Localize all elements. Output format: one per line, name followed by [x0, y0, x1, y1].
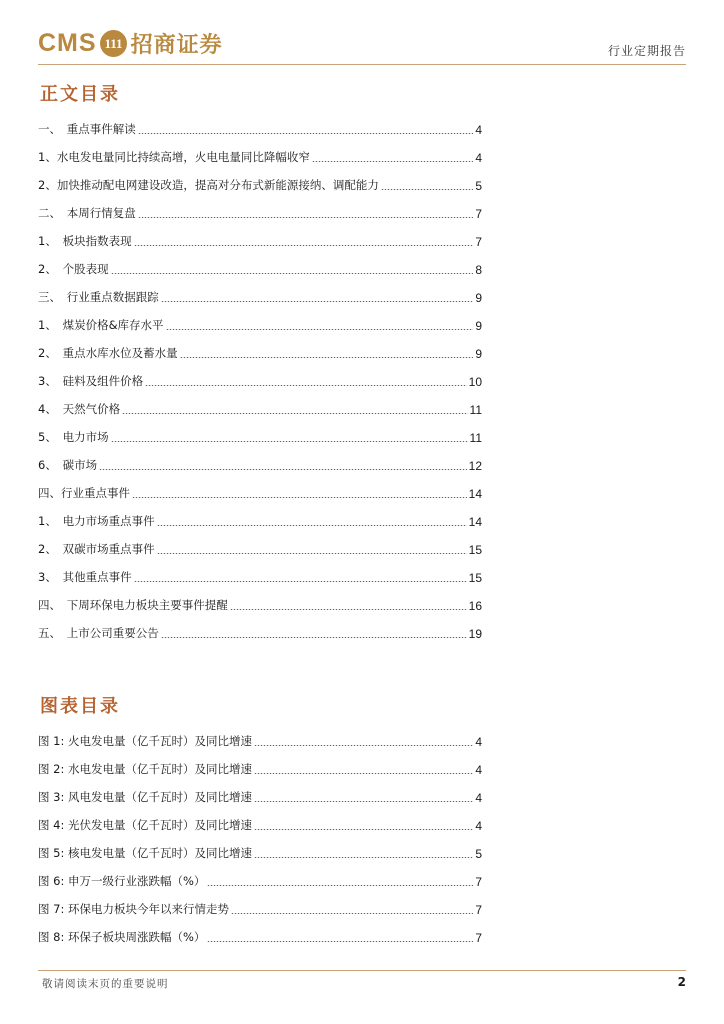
toc-entry[interactable]	[38, 373, 482, 389]
dot-leader	[138, 133, 474, 134]
toc-title: 正文目录	[40, 84, 120, 105]
toc-entry-page-number: 11	[469, 431, 482, 445]
figure-entry[interactable]	[38, 845, 482, 861]
toc-entry-page-number: 7	[475, 207, 482, 221]
figure-entry-page-number: 4	[475, 735, 482, 749]
toc-entry-label: 3、 其他重点事件	[38, 570, 132, 584]
toc-entry-label: 3、 硅料及组件价格	[38, 374, 144, 388]
logo-emblem-glyph	[103, 36, 124, 50]
toc-entry-page-number: 14	[468, 515, 482, 529]
toc-entry-page-number: 16	[468, 599, 482, 613]
header-divider	[38, 64, 686, 65]
dot-leader	[312, 161, 473, 162]
toc-entry[interactable]	[38, 261, 482, 277]
cms-logo	[38, 28, 223, 58]
logo-chinese-text: 招商证券	[130, 32, 223, 58]
dot-leader	[381, 189, 473, 190]
figures-toc-title: 图表目录	[40, 696, 120, 717]
dot-leader	[157, 525, 467, 526]
toc-entry[interactable]	[38, 541, 482, 557]
toc-entry-label: 1、 板块指数表现	[38, 234, 132, 248]
dot-leader	[161, 637, 467, 638]
figure-entry-page-number: 7	[475, 903, 482, 917]
figure-entry-label: 图 8: 环保子板块周涨跌幅（%）	[38, 930, 206, 944]
dot-leader	[254, 801, 473, 802]
figure-entry-label: 图 7: 环保电力板块今年以来行情走势	[38, 902, 230, 916]
dot-leader	[180, 357, 474, 358]
page-number: 2	[677, 975, 686, 989]
toc-entry-page-number: 7	[475, 235, 482, 249]
figure-entry-label: 图 6: 申万一级行业涨跌幅（%）	[38, 874, 206, 888]
dot-leader	[254, 857, 473, 858]
toc-entry-label: 三、 行业重点数据跟踪	[38, 290, 159, 304]
toc-entry-page-number: 10	[468, 375, 482, 389]
dot-leader	[230, 609, 467, 610]
dot-leader	[122, 413, 467, 414]
svg-text:111: 111	[104, 36, 123, 50]
dot-leader	[231, 913, 473, 914]
dot-leader	[254, 745, 473, 746]
toc-entry[interactable]	[38, 569, 482, 585]
figure-entry-page-number: 5	[475, 847, 482, 861]
dot-leader	[111, 441, 468, 442]
toc-entry-page-number: 9	[475, 347, 482, 361]
toc-entry-label: 6、 碳市场	[38, 458, 98, 472]
figure-entry[interactable]	[38, 761, 482, 777]
figure-entry-page-number: 4	[475, 819, 482, 833]
figure-entry-page-number: 4	[475, 791, 482, 805]
toc-entry[interactable]	[38, 429, 482, 445]
toc-entry-label: 1、 电力市场重点事件	[38, 514, 155, 528]
toc-entry-label: 四、行业重点事件	[38, 486, 130, 500]
figure-entry-label: 图 4: 光伏发电量（亿千瓦时）及同比增速	[38, 818, 253, 832]
toc-entry-page-number: 15	[468, 571, 482, 585]
toc-entry-label: 5、 电力市场	[38, 430, 109, 444]
figure-entry[interactable]	[38, 901, 482, 917]
toc-entry-page-number: 9	[475, 319, 482, 333]
toc-entry-label: 五、 上市公司重要公告	[38, 626, 159, 640]
dot-leader	[111, 273, 474, 274]
report-type-label: 行业定期报告	[607, 44, 686, 58]
dot-leader	[157, 553, 467, 554]
toc-entry[interactable]	[38, 177, 482, 193]
dot-leader	[166, 329, 474, 330]
dot-leader	[207, 885, 473, 886]
toc-entry-label: 1、 煤炭价格&库存水平	[38, 318, 164, 332]
toc-entry[interactable]	[38, 597, 482, 613]
toc-entry[interactable]	[38, 317, 482, 333]
toc-entry[interactable]	[38, 345, 482, 361]
page-header	[38, 26, 686, 66]
dot-leader	[207, 941, 473, 942]
toc-entry-page-number: 14	[468, 487, 482, 501]
dot-leader	[138, 217, 474, 218]
figure-entry-label: 图 5: 核电发电量（亿千瓦时）及同比增速	[38, 846, 253, 860]
toc-entry-label: 1、水电发电量同比持续高增，火电电量同比降幅收窄	[38, 150, 310, 164]
toc-entry-label: 四、 下周环保电力板块主要事件提醒	[38, 598, 228, 612]
toc-entry-page-number: 4	[475, 151, 482, 165]
toc-entry-label: 2、 双碳市场重点事件	[38, 542, 155, 556]
toc-entry-page-number: 11	[469, 403, 482, 417]
toc-entry-page-number: 15	[468, 543, 482, 557]
figure-entry-label: 图 2: 水电发电量（亿千瓦时）及同比增速	[38, 762, 253, 776]
toc-entry-label: 二、 本周行情复盘	[38, 206, 136, 220]
figure-entry[interactable]	[38, 929, 482, 945]
figure-entry-page-number: 7	[475, 931, 482, 945]
figure-entry[interactable]	[38, 873, 482, 889]
figure-entry-page-number: 4	[475, 763, 482, 777]
figure-entry-label: 图 3: 风电发电量（亿千瓦时）及同比增速	[38, 790, 253, 804]
toc-entry[interactable]	[38, 149, 482, 165]
dot-leader	[254, 773, 473, 774]
toc-entry-page-number: 4	[475, 123, 482, 137]
logo-cms-text: CMS	[38, 28, 97, 57]
toc-entry-label: 2、加快推动配电网建设改造，提高对分布式新能源接纳、调配能力	[38, 178, 379, 192]
dot-leader	[134, 245, 474, 246]
logo-emblem-icon	[100, 30, 127, 57]
toc-entry-label: 2、 个股表现	[38, 262, 109, 276]
figure-entry-page-number: 7	[475, 875, 482, 889]
toc-entry-page-number: 9	[475, 291, 482, 305]
dot-leader	[161, 301, 474, 302]
figure-entry[interactable]	[38, 733, 482, 749]
toc-entry-label: 4、 天然气价格	[38, 402, 121, 416]
toc-entry-page-number: 19	[468, 627, 482, 641]
toc-entry[interactable]	[38, 205, 482, 221]
toc-entry[interactable]	[38, 401, 482, 417]
dot-leader	[134, 581, 467, 582]
toc-entry-label: 一、 重点事件解读	[38, 122, 136, 136]
toc-entry[interactable]	[38, 289, 482, 305]
footer-disclaimer: 敬请阅读末页的重要说明	[42, 978, 169, 990]
figure-entry-label: 图 1: 火电发电量（亿千瓦时）及同比增速	[38, 734, 253, 748]
toc-entry[interactable]	[38, 121, 482, 137]
figure-entry[interactable]	[38, 817, 482, 833]
toc-entry[interactable]	[38, 513, 482, 529]
toc-entry[interactable]	[38, 233, 482, 249]
toc-entry[interactable]	[38, 485, 482, 501]
toc-entry[interactable]	[38, 457, 482, 473]
toc-entry[interactable]	[38, 625, 482, 641]
footer-divider	[38, 970, 686, 971]
dot-leader	[145, 385, 467, 386]
toc-entry-label: 2、 重点水库水位及蓄水量	[38, 346, 178, 360]
figure-entry[interactable]	[38, 789, 482, 805]
dot-leader	[132, 497, 467, 498]
dot-leader	[254, 829, 473, 830]
toc-entry-page-number: 8	[475, 263, 482, 277]
toc-entry-page-number: 12	[468, 459, 482, 473]
dot-leader	[99, 469, 467, 470]
toc-entry-page-number: 5	[475, 179, 482, 193]
